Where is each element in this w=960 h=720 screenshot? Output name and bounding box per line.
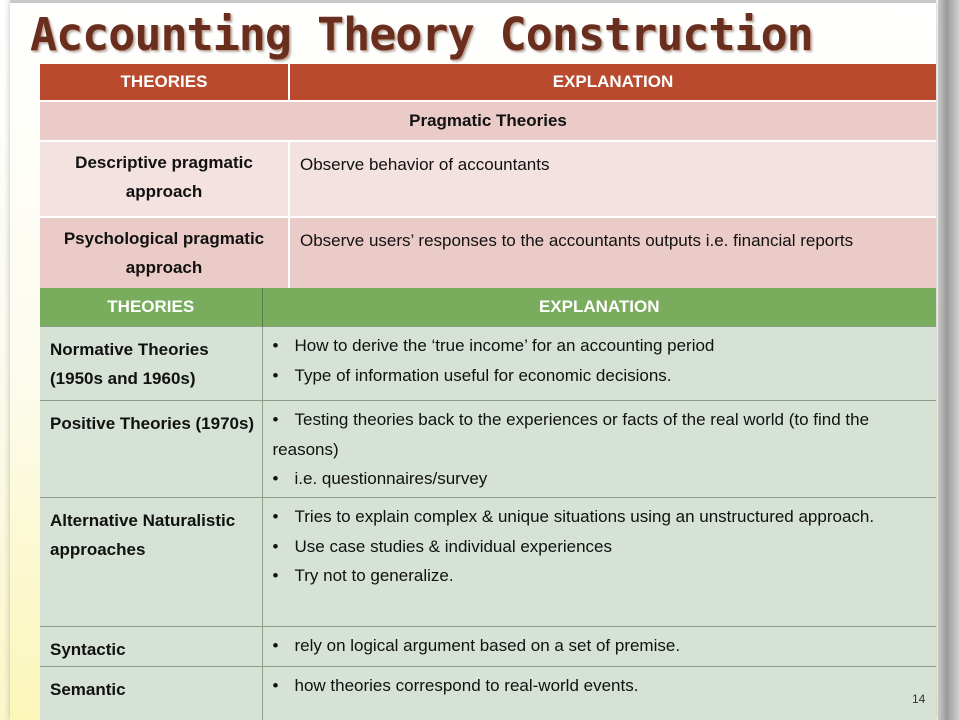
bullet-item xyxy=(273,631,927,661)
table-row xyxy=(40,627,936,667)
table-row xyxy=(40,667,936,720)
right-edge-strip xyxy=(938,0,960,720)
theory-name: Alternative Naturalistic approaches xyxy=(40,498,262,627)
theory-name: Descriptive pragmatic approach xyxy=(40,141,289,217)
section-title: Pragmatic Theories xyxy=(40,101,936,141)
table-row xyxy=(40,217,936,292)
theory-name: Syntactic xyxy=(40,627,262,667)
theory-explanation xyxy=(262,498,936,627)
bullet-text: How to derive the ‘true income’ for an accounting period xyxy=(294,336,715,355)
table-row xyxy=(40,401,936,498)
header-explanation: EXPLANATION xyxy=(262,288,936,327)
bullet-item xyxy=(273,331,927,361)
theory-name: Positive Theories (1970s) xyxy=(40,401,262,498)
bullet-glyph: • xyxy=(272,365,279,385)
bullet-glyph: • xyxy=(272,469,279,488)
bullet-glyph: • xyxy=(272,566,279,585)
theory-name: Normative Theories (1950s and 1960s) xyxy=(40,327,262,401)
header-theories: THEORIES xyxy=(40,288,262,327)
theory-explanation: Observe behavior of accountants xyxy=(289,141,936,217)
bullet-item xyxy=(273,464,927,494)
table-row xyxy=(40,141,936,217)
bullet-item xyxy=(273,671,927,701)
bullet-text: how theories correspond to real-world events. xyxy=(294,676,639,695)
bullet-item xyxy=(273,361,927,391)
bullet-item xyxy=(273,405,927,464)
bullet-glyph: • xyxy=(272,676,279,695)
theory-explanation xyxy=(262,327,936,401)
bullet-item xyxy=(273,532,927,562)
bullet-glyph: • xyxy=(272,410,279,429)
page-number: 14 xyxy=(912,692,926,706)
header-theories: THEORIES xyxy=(40,64,289,101)
bullet-text: Use case studies & individual experiences xyxy=(294,536,613,556)
theory-explanation: Observe users’ responses to the accountants outputs i.e. financial reports xyxy=(289,217,936,292)
bullet-glyph: • xyxy=(272,336,279,355)
table-header-row xyxy=(40,288,936,327)
bullet-glyph: • xyxy=(272,507,279,526)
bullet-text: i.e. questionnaires/survey xyxy=(294,469,488,488)
section-row xyxy=(40,101,936,141)
bullet-text: Try not to generalize. xyxy=(294,566,454,585)
theory-name: Semantic xyxy=(40,667,262,720)
pragmatic-theories-table xyxy=(40,64,936,292)
table-header-row xyxy=(40,64,936,101)
bullet-text: rely on logical argument based on a set of premise. xyxy=(294,636,681,655)
header-explanation: EXPLANATION xyxy=(289,64,936,101)
theory-explanation xyxy=(262,401,936,498)
bullet-glyph: • xyxy=(272,536,279,556)
bullet-text: Type of information useful for economic decisions. xyxy=(294,365,672,385)
theory-name: Psychological pragmatic approach xyxy=(40,217,289,292)
theory-explanation xyxy=(262,627,936,667)
top-rule xyxy=(10,0,936,3)
slide-title: Accounting Theory Construction xyxy=(30,8,813,61)
theory-explanation xyxy=(262,667,936,720)
bullet-item xyxy=(273,502,927,532)
bullet-item xyxy=(273,561,927,591)
bullet-text: Testing theories back to the experiences or facts of the real world (to find the reasons) xyxy=(272,410,870,459)
table-row xyxy=(40,498,936,627)
theory-types-table xyxy=(40,288,936,720)
table-row xyxy=(40,327,936,401)
bullet-glyph: • xyxy=(272,636,279,655)
bullet-text: Tries to explain complex & unique situations using an unstructured approach. xyxy=(294,507,875,526)
